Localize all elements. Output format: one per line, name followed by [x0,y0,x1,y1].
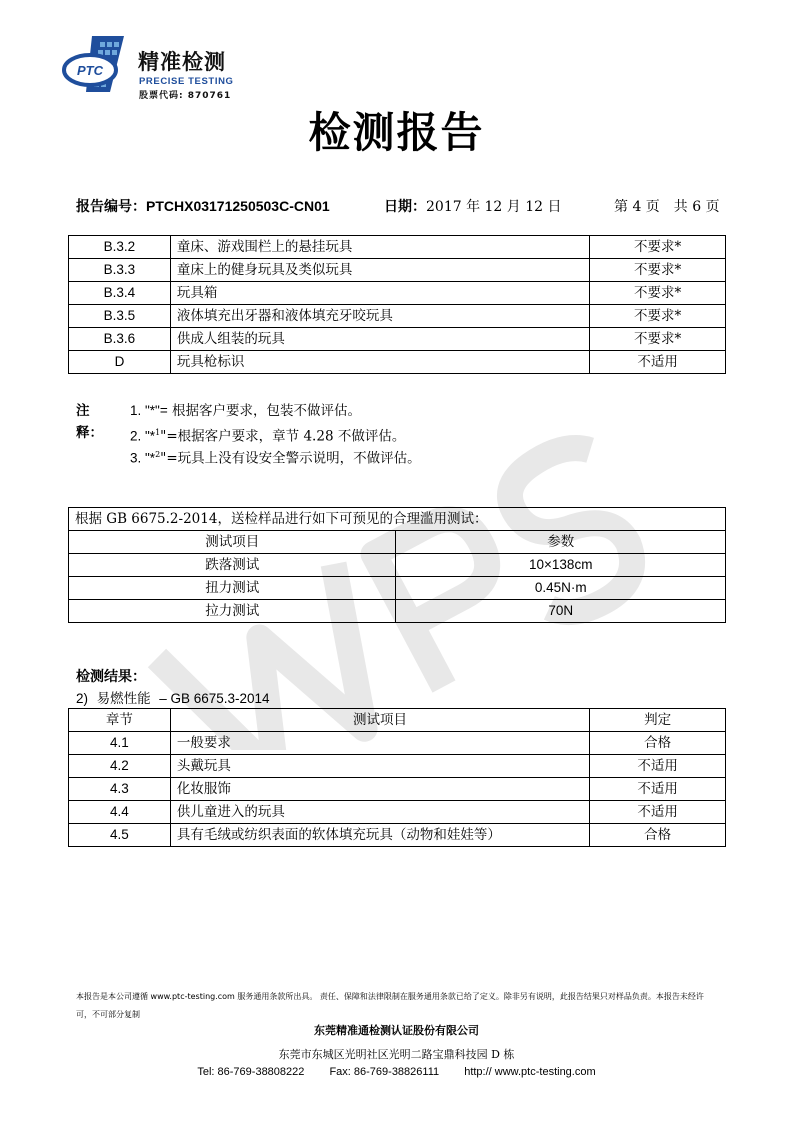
footer-contact [0,1066,793,1078]
report-number-label: 报告编号： [76,199,146,215]
table-row [69,801,726,824]
footer-fax: Fax: 86-769-38826111 [329,1066,440,1078]
clause-code: B.3.3 [69,259,171,282]
test-item: 童床上的健身玩具及类似玩具 [170,259,589,282]
table-row [69,824,726,847]
clause-code: B.3.2 [69,236,171,259]
clause-code: B.3.4 [69,282,171,305]
verdict: 不适用 [590,351,726,374]
flammability-body [69,732,726,847]
test-item: 化妆服饰 [170,778,589,801]
table-row [69,351,726,374]
table-row [69,732,726,755]
ptc-logo-icon [62,32,134,104]
footer-company: 东莞精准通检测认证股份有限公司 [314,1024,479,1037]
abuse-test-table [68,507,726,623]
table-row [69,328,726,351]
footer-website: http:// www.ptc-testing.com [464,1066,596,1078]
test-parameter: 0.45N·m [396,577,726,600]
verdict: 不要求* [590,328,726,351]
clause-table-b-body [69,236,726,374]
verdict: 不适用 [590,755,726,778]
verdict: 合格 [590,732,726,755]
footer-tel: Tel: 86-769-38808222 [197,1066,305,1078]
test-item: 头戴玩具 [170,755,589,778]
table-row [69,554,726,577]
table-row [69,600,726,623]
page-indicator: 第 4 页 共 6 页 [614,199,720,215]
table-row [69,577,726,600]
verdict: 不要求* [590,236,726,259]
abuse-test-body [69,554,726,623]
test-item: 玩具箱 [170,282,589,305]
clause-code: 4.1 [69,732,171,755]
clause-code: B.3.5 [69,305,171,328]
abuse-test-header-row [69,531,726,554]
test-item: 拉力测试 [69,600,396,623]
clause-code: 4.2 [69,755,171,778]
note-1-prefix: 1. "*"= [130,403,168,418]
verdict: 合格 [590,824,726,847]
note-1 [130,400,361,422]
logo-name-en: PRECISE TESTING [139,76,234,87]
results-title: 检测结果： [76,669,146,685]
logo-name-cn: 精准检测 [138,50,226,74]
table-row [69,259,726,282]
note-3-sup: 2 [155,450,161,459]
footer-address: 东莞市东城区光明社区光明二路宝鼎科技园 D 栋 [278,1048,515,1061]
header-parameter: 参数 [396,531,726,554]
header-verdict: 判定 [590,709,726,732]
notes-label: 注释： [76,403,103,441]
test-item: 童床、游戏围栏上的悬挂玩具 [170,236,589,259]
document-title: 检测报告 [308,108,485,157]
table-row [69,305,726,328]
report-number-value: PTCHX03171250503C-CN01 [146,198,330,214]
test-parameter: 70N [396,600,726,623]
results-subtitle [76,687,270,707]
test-parameter: 10×138cm [396,554,726,577]
table-row [69,282,726,305]
test-item: 扭力测试 [69,577,396,600]
logo-mark-text: PTC [77,63,103,78]
header-test-item: 测试项目 [69,531,396,554]
note-3-prefix: 3. "* [130,450,156,466]
note-3-text: "=玩具上没有设安全警示说明，不做评估。 [160,450,421,467]
clause-code: 4.4 [69,801,171,824]
verdict: 不适用 [590,801,726,824]
clause-code: 4.5 [69,824,171,847]
test-item: 一般要求 [170,732,589,755]
note-1-text: 根据客户要求，包装不做评估。 [172,403,362,419]
verdict: 不要求* [590,259,726,282]
test-item: 跌落测试 [69,554,396,577]
table-row [69,755,726,778]
test-item: 液体填充出牙器和液体填充牙咬玩具 [170,305,589,328]
test-item: 玩具枪标识 [170,351,589,374]
note-2-prefix: 2. "* [130,428,156,444]
table-row [69,778,726,801]
report-number [76,196,330,216]
clause-code: 4.3 [69,778,171,801]
verdict: 不要求* [590,282,726,305]
footer-disclaimer: 本报告是本公司遵循 www.ptc-testing.com 服务通用条款所出具。 责任、保障和法律限制在服务通用条款已给了定义。除非另有说明，此报告结果只对样品负责。本报告未经许可，不可部分复制 [76,992,704,1019]
clause-table-b [68,235,726,374]
clause-code: D [69,351,171,374]
test-item: 具有毛绒或纺织表面的软体填充玩具（动物和娃娃等） [170,824,589,847]
note-2-sup: 1 [155,428,161,437]
date-label: 日期： [384,199,426,215]
results-subtitle-num: 2) [76,691,89,706]
report-date [384,196,562,216]
abuse-test-intro-row [69,508,726,531]
date-value: 2017 年 12 月 12 日 [426,199,562,215]
company-logo [62,32,242,104]
table-row [69,236,726,259]
verdict: 不适用 [590,778,726,801]
abuse-test-intro: 根据 GB 6675.2-2014，送检样品进行如下可预见的合理滥用测试： [69,508,726,531]
clause-code: B.3.6 [69,328,171,351]
flammability-header-row [69,709,726,732]
header-test-item: 测试项目 [170,709,589,732]
note-2-text: "=根据客户要求，章节 4.28 不做评估。 [160,428,406,445]
test-item: 供成人组装的玩具 [170,328,589,351]
logo-stock-code: 股票代码: 870761 [139,91,232,101]
verdict: 不要求* [590,305,726,328]
results-subtitle-en: – GB 6675.3-2014 [159,691,270,706]
results-subtitle-cn: 易燃性能 [96,691,151,707]
flammability-table [68,708,726,847]
note-3 [130,444,421,470]
header-clause: 章节 [69,709,171,732]
test-item: 供儿童进入的玩具 [170,801,589,824]
